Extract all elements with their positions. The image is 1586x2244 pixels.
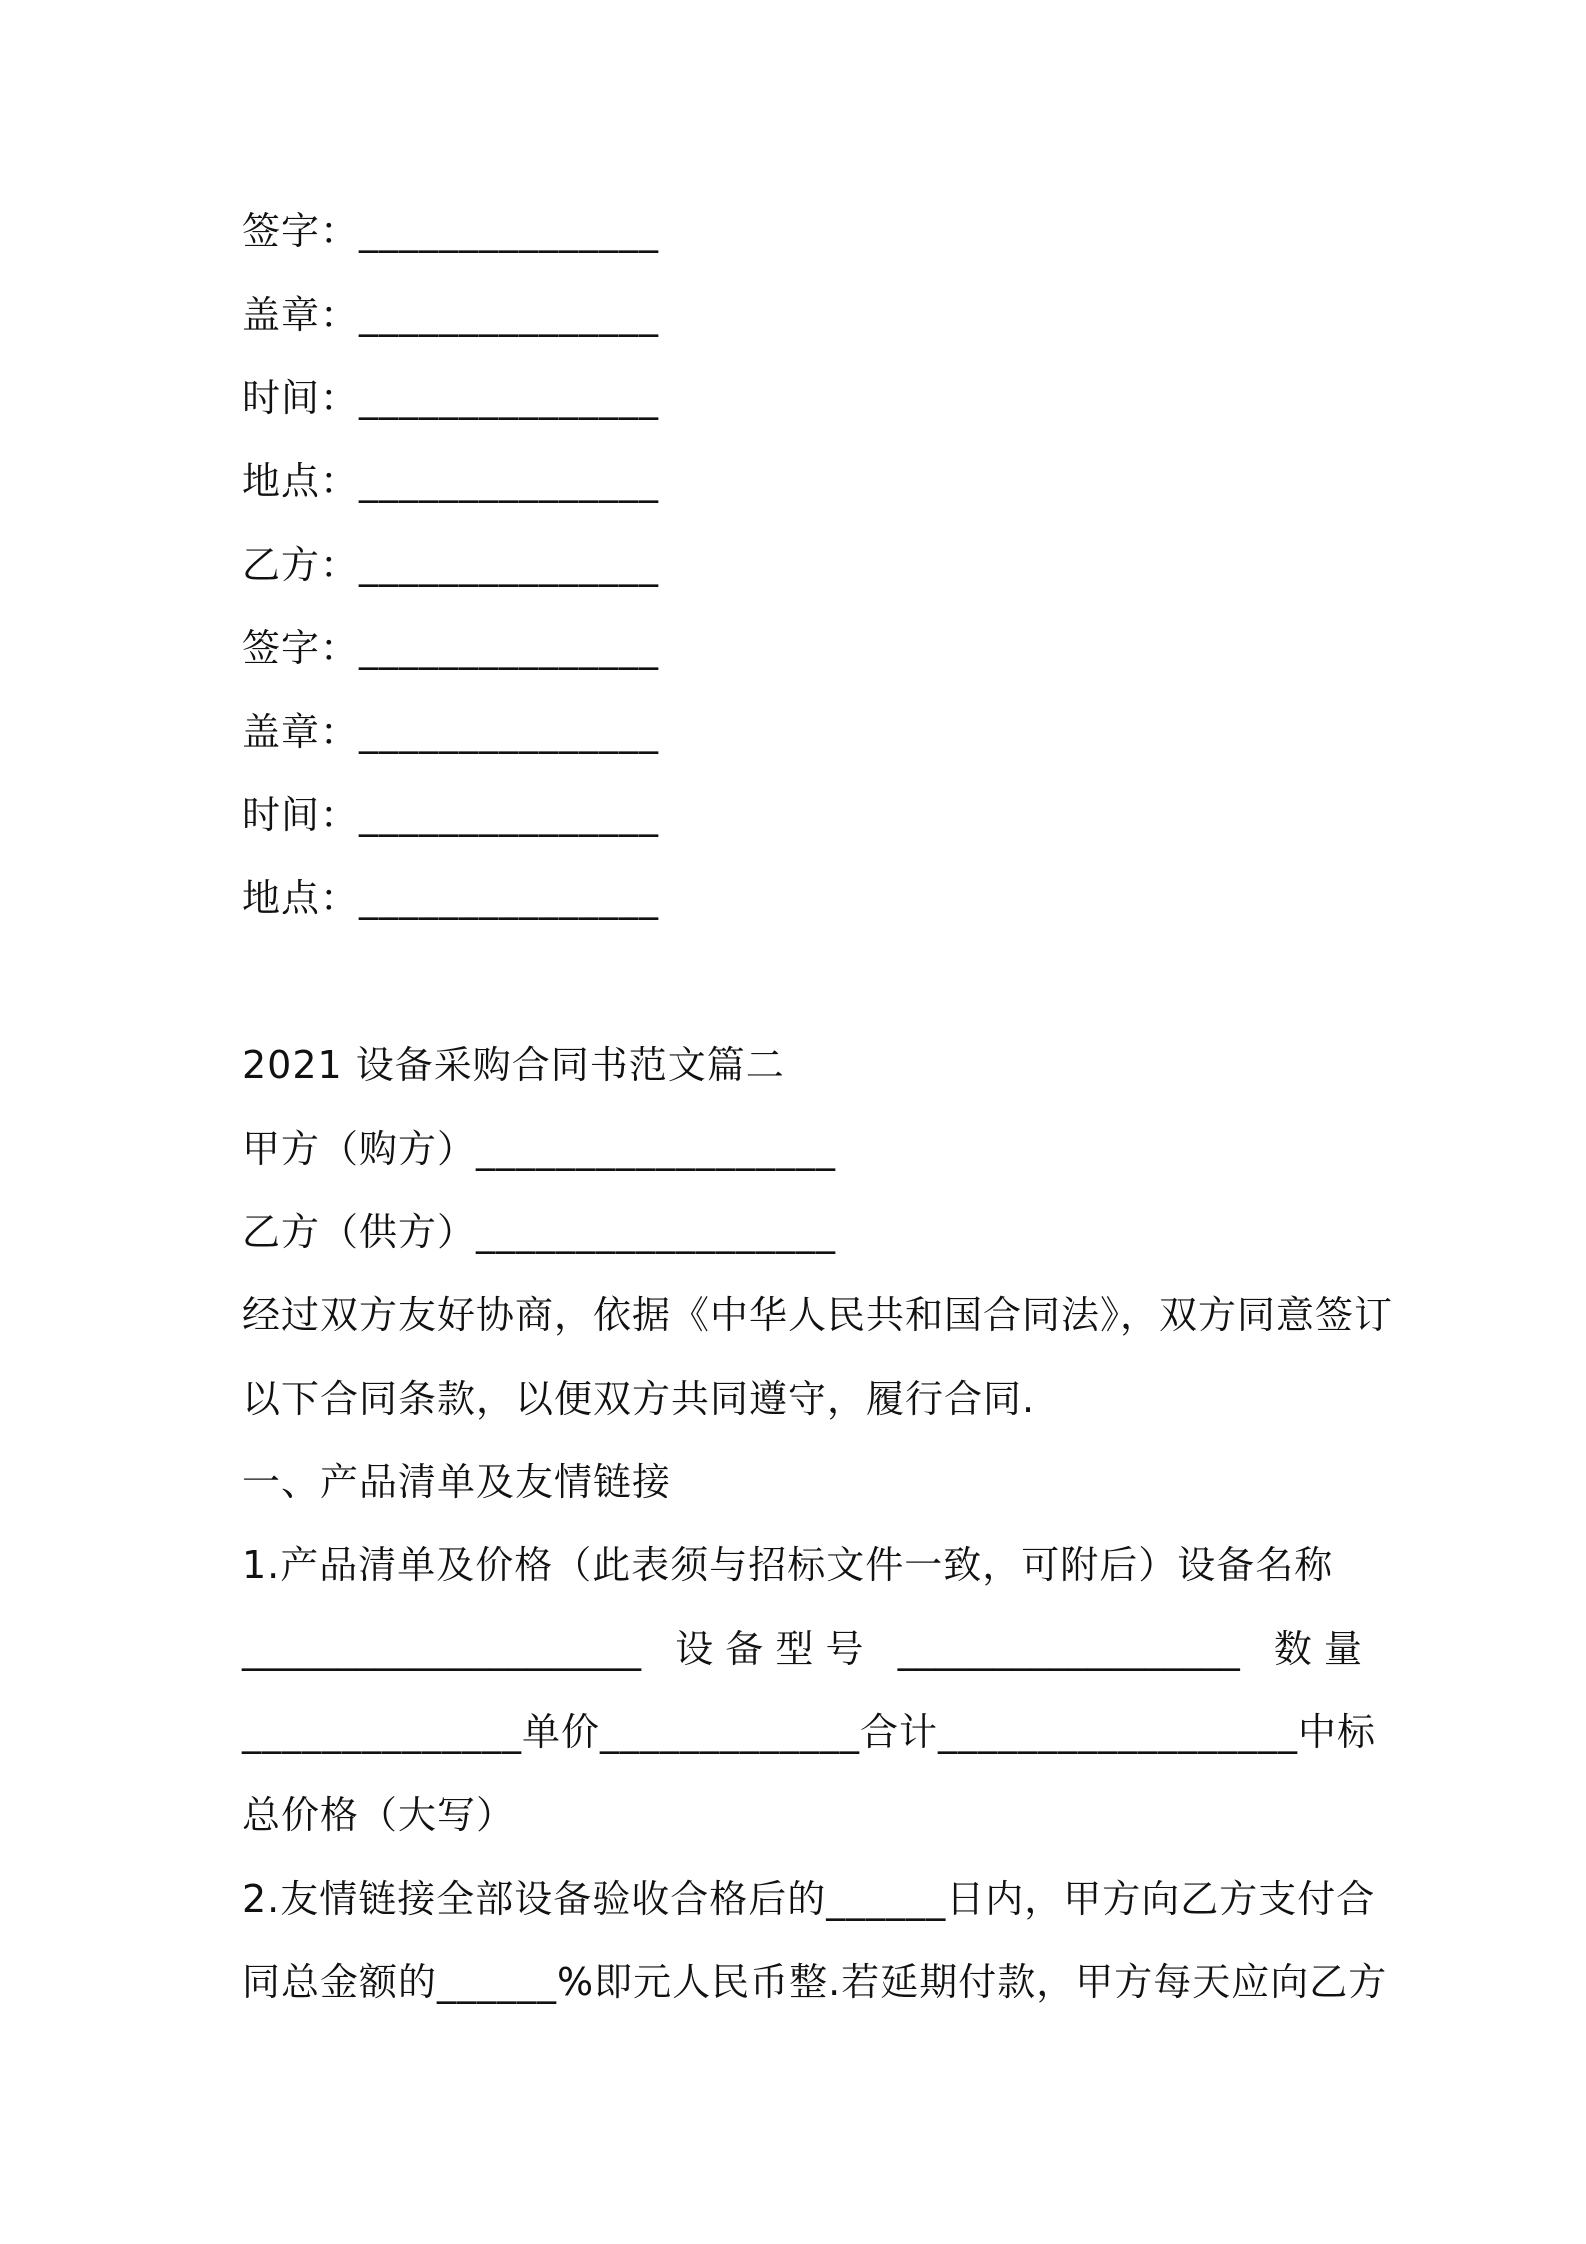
supplier-field: 乙方（供方）__________________ <box>242 1210 837 1254</box>
equipment-model-label: 设 备 型 号 <box>675 1627 864 1671</box>
seal-field-b: 盖章：_______________ <box>242 710 660 754</box>
item-1-line-3: ______________单价_____________合计__________________中标 <box>242 1710 1377 1754</box>
place-field-b: 地点：_______________ <box>242 876 660 920</box>
item-2-line-1: 2.友情链接全部设备验收合格后的______日内，甲方向乙方支付合 <box>242 1877 1376 1921</box>
party-b-field: 乙方：_______________ <box>242 543 660 587</box>
buyer-field: 甲方（购方）__________________ <box>242 1127 837 1171</box>
intro-line-1: 经过双方友好协商，依据《中华人民共和国合同法》，双方同意签订 <box>242 1293 1394 1337</box>
intro-line-2: 以下合同条款，以便双方共同遵守，履行合同. <box>242 1377 1036 1421</box>
section-title: 2021 设备采购合同书范文篇二 <box>242 1043 785 1087</box>
equipment-model-blank: __________________ <box>897 1627 1240 1671</box>
item-2-line-2: 同总金额的______%即元人民币整.若延期付款，甲方每天应向乙方 <box>242 1960 1388 2004</box>
sign-field-a: 签字：_______________ <box>242 209 660 253</box>
seal-field-a: 盖章：_______________ <box>242 293 660 337</box>
heading-product-list: 一、产品清单及友情链接 <box>242 1460 672 1504</box>
item-1-line-1: 1.产品清单及价格（此表须与招标文件一致，可附后）设备名称 <box>242 1543 1334 1587</box>
item-1-line-2 <box>242 1624 1362 1674</box>
time-field-b: 时间：_______________ <box>242 793 660 837</box>
equipment-name-blank: _____________________ <box>242 1627 641 1671</box>
quantity-label: 数 量 <box>1273 1627 1362 1671</box>
place-field-a: 地点：_______________ <box>242 459 660 503</box>
sign-field-b: 签字：_______________ <box>242 626 660 670</box>
time-field-a: 时间：_______________ <box>242 376 660 420</box>
item-1-line-4: 总价格（大写） <box>242 1793 516 1837</box>
